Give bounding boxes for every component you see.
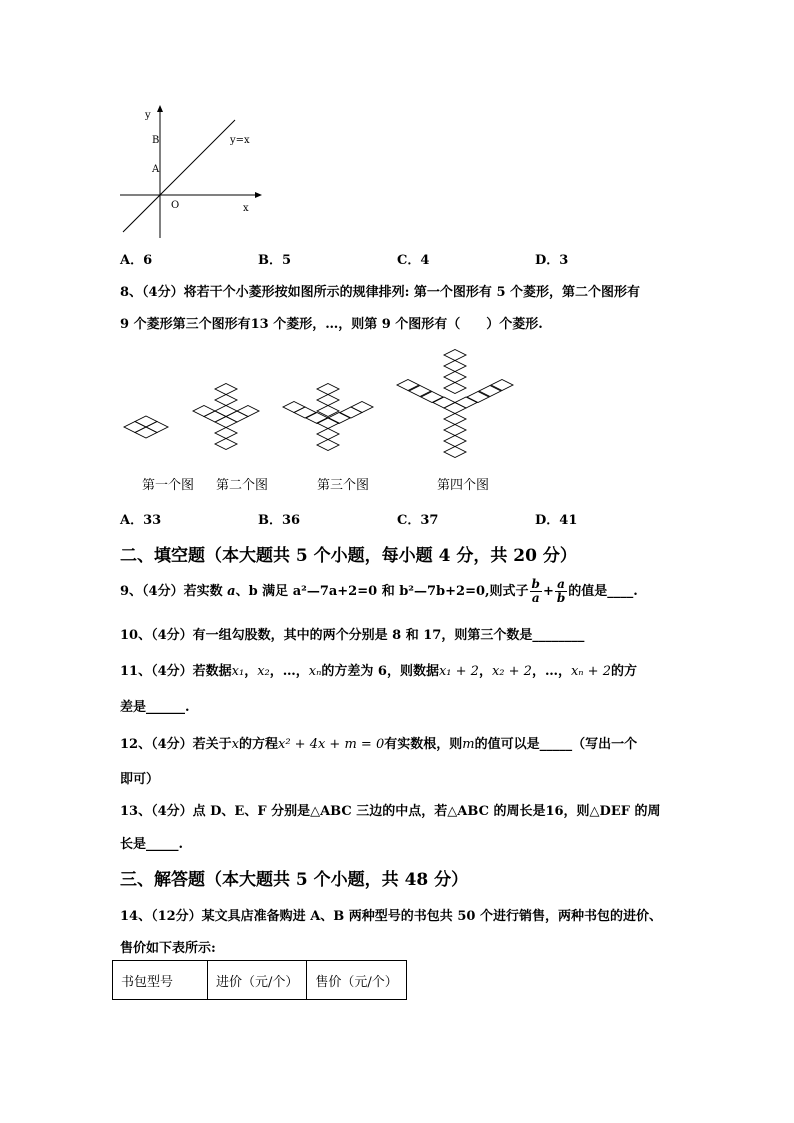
q8-text-line2: 9 个菱形第三个图形有13 个菱形，…，则第 9 个图形有（ ）个菱形. — [120, 317, 543, 332]
q11-text-line1: 11、（4分）若数据x₁，x₂，…，xₙ的方差为 6，则数据x₁ + 2，x₂ + 2，…，xₙ + 2的方 — [120, 664, 637, 679]
table-header-cell: 书包型号 — [113, 961, 208, 1000]
q11-text-line2: 差是______. — [120, 700, 190, 715]
point-b-label: B — [152, 135, 160, 146]
caption-figure-3: 第三个图 — [317, 478, 370, 493]
q8-text-line1: 8、（4分）将若干个小菱形按如图所示的规律排列: 第一个图形有 5 个菱形，第二个图形有 — [120, 285, 641, 300]
q7-option-d: D．3 — [535, 253, 569, 268]
bag-price-table — [112, 960, 407, 1000]
q13-text-line2: 长是_____. — [120, 837, 184, 852]
q13-text-line1: 13、（4分）点 D、E、F 分别是△ABC 三边的中点，若△ABC 的周长是16，则△DEF 的周 — [120, 804, 661, 819]
q7-option-b: B．5 — [258, 253, 292, 268]
line-label: y=x — [230, 135, 250, 146]
table-header-cell: 进价（元/个） — [208, 961, 307, 1000]
caption-figure-4: 第四个图 — [437, 478, 490, 493]
origin-label: O — [171, 200, 180, 211]
caption-figure-1: 第一个图 — [142, 478, 195, 493]
q8-option-a: A．33 — [120, 513, 162, 528]
point-a-label: A — [152, 164, 160, 175]
section-3-title: 三、解答题（本大题共 5 个小题，共 48 分） — [120, 870, 469, 890]
q7-option-a: A．6 — [120, 253, 153, 268]
fraction-a-over-b: $\frac{a}{b}$ — [556, 577, 566, 605]
rhombus-figures — [118, 345, 538, 465]
table-header-row — [113, 961, 407, 1000]
q14-text-line1: 14、（12分）某文具店准备购进 A、B 两种型号的书包共 50 个进行销售，两种书包的进价、 — [120, 909, 662, 924]
y-axis-label: y — [145, 110, 151, 121]
q7-option-c: C．4 — [397, 253, 430, 268]
q14-text-line2: 售价如下表所示: — [120, 941, 216, 956]
q8-option-c: C．37 — [397, 513, 439, 528]
x-axis-label: x — [243, 203, 249, 214]
caption-figure-2: 第二个图 — [216, 478, 269, 493]
q7-coordinate-graph — [115, 100, 265, 240]
q12-text-line2: 即可） — [120, 772, 160, 787]
fraction-b-over-a: $\frac{b}{a}$ — [531, 577, 540, 605]
q8-option-b: B．36 — [258, 513, 301, 528]
section-2-title: 二、填空题（本大题共 5 个小题，每小题 4 分，共 20 分） — [120, 546, 577, 566]
q8-option-d: D．41 — [535, 513, 578, 528]
table-header-cell: 售价（元/个） — [307, 961, 406, 1000]
q10-text: 10、（4分）有一组勾股数，其中的两个分别是 8 和 17，则第三个数是________ — [120, 628, 585, 643]
q9-text: 9、（4分）若实数 a、b 满足 a²—7a+2=0 和 b²—7b+2=0,则式子 $\frac{b}{a}$ + $\frac{a}{b}$ 的值是____. — [120, 577, 638, 605]
q12-text-line1: 12、（4分）若关于x的方程x² + 4x + m = 0有实数根，则m的值可以是_____（写出一个 — [120, 737, 638, 752]
